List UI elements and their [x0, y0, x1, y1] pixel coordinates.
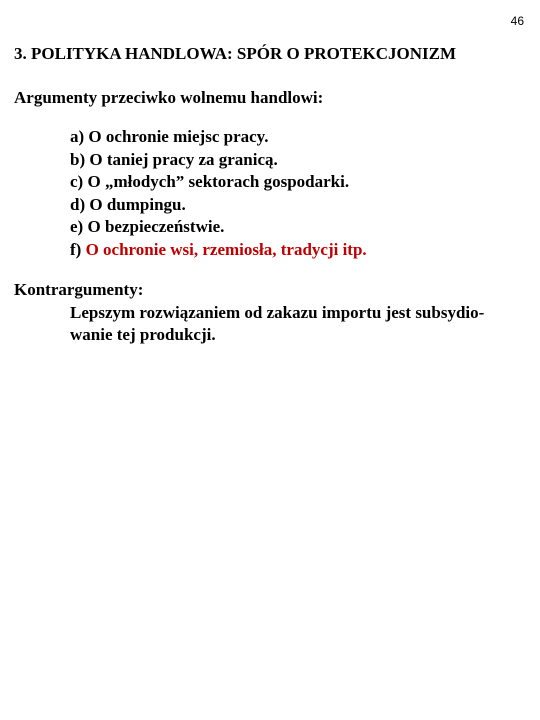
list-item-text: O dumpingu.	[89, 194, 186, 214]
page-title: 3. POLITYKA HANDLOWA: SPÓR O PROTEKCJONIZM	[14, 44, 457, 63]
list-item	[70, 194, 367, 217]
list-item-letter: b)	[70, 149, 86, 169]
counterargument-paragraph	[70, 302, 525, 346]
arguments-list	[70, 126, 367, 261]
list-item-letter: e)	[70, 217, 84, 236]
counterargument-line: wanie tej produkcji.	[70, 325, 216, 344]
list-item-letter: c)	[70, 172, 84, 191]
list-item	[70, 126, 367, 149]
list-item	[70, 149, 367, 172]
list-item-text: O taniej pracy za granicą.	[89, 149, 278, 169]
counterarguments-heading: Kontrargumenty:	[14, 280, 144, 299]
list-item-text: O „młodych” sektorach gospodarki.	[87, 172, 350, 191]
list-item-letter: f)	[70, 239, 82, 259]
list-item-highlighted	[70, 239, 367, 262]
counterargument-line: Lepszym rozwiązaniem od zakazu importu jest subsydio-	[70, 303, 485, 322]
list-item-text: O ochronie miejsc pracy.	[88, 127, 269, 146]
list-item-text: O ochronie wsi, rzemiosła, tradycji itp.	[85, 239, 367, 259]
list-item-letter: d)	[70, 194, 86, 214]
page-number: 46	[510, 14, 524, 28]
list-item-text: O bezpieczeństwie.	[87, 217, 225, 236]
list-item-letter: a)	[70, 127, 85, 146]
list-item	[70, 216, 367, 239]
arguments-intro: Argumenty przeciwko wolnemu handlowi:	[14, 88, 324, 107]
list-item	[70, 171, 367, 194]
